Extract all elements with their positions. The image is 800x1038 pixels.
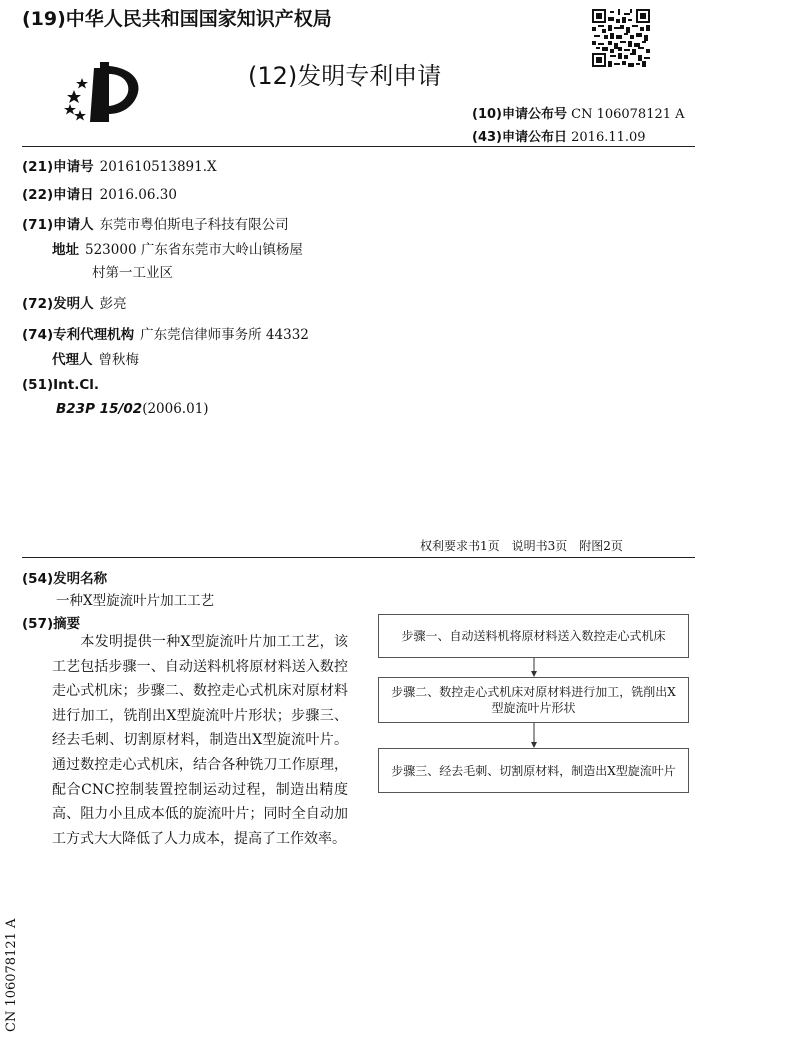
flow-arrow-1 — [528, 658, 540, 678]
address-line-1: 523000 广东省东莞市大岭山镇杨屋 — [85, 242, 303, 258]
application-date-row — [22, 183, 177, 203]
publication-number-label: (10)申请公布号 — [472, 107, 567, 122]
agency: 广东莞信律师事务所 44332 — [140, 327, 309, 343]
application-number-row — [22, 155, 217, 175]
invention-title-label: (54)发明名称 — [22, 571, 108, 587]
flow-arrow-2 — [528, 723, 540, 749]
cnipa-logo — [60, 58, 150, 128]
agency-row — [22, 323, 309, 343]
flow-step-3: 步骤三、经去毛刺、切割原材料，制造出X型旋流叶片 — [378, 748, 689, 793]
ipc-row — [56, 401, 209, 417]
application-number: 201610513891.X — [99, 159, 217, 175]
application-date: 2016.06.30 — [99, 187, 177, 203]
invention-title: 一种X型旋流叶片加工工艺 — [56, 593, 215, 609]
abstract-text: 本发明提供一种X型旋流叶片加工工艺，该工艺包括步骤一、自动送料机将原材料送入数控走心式机床；步骤二、数控走心式机床对原材料进行加工，铣削出X型旋流叶片形状；步骤三、经去毛刺、切割原材料，制造出X型旋流叶片。通过数控走心式机床，结合各种铣刀工作原理，配合CNC控制装置控制运动过程，制造出精度高、阻力小且成本低的旋流叶片；同时全自动加工方式大大降低了人力成本，提高了工作效率。 — [52, 634, 348, 847]
qr-code — [592, 9, 650, 67]
agent-row — [52, 348, 139, 368]
address-label: 地址 — [52, 242, 79, 258]
applicant-row — [22, 213, 289, 233]
publication-date-label: (43)申请公布日 — [472, 130, 567, 145]
inventor-label: (72)发明人 — [22, 296, 94, 312]
header-divider — [22, 146, 695, 147]
inventor: 彭亮 — [99, 296, 127, 312]
flow-step-2: 步骤二、数控走心式机床对原材料进行加工，铣削出X型旋流叶片形状 — [378, 677, 689, 723]
agent-label: 代理人 — [52, 352, 93, 368]
flow-step-1: 步骤一、自动送料机将原材料送入数控走心式机床 — [378, 614, 689, 658]
publication-date-row — [472, 126, 646, 145]
address-line-2: 村第一工业区 — [92, 265, 173, 281]
publication-date: 2016.11.09 — [571, 130, 646, 145]
side-publication-code: CN 106078121 A — [4, 918, 19, 1032]
address-row — [52, 238, 303, 258]
abstract-label: (57)摘要 — [22, 616, 81, 632]
ipc-version: (2006.01) — [142, 401, 209, 417]
description-pages: 说明书3页 — [511, 539, 568, 553]
page-counts — [420, 537, 635, 554]
ipc-code: B23P 15/02 — [56, 401, 143, 417]
applicant-label: (71)申请人 — [22, 217, 94, 233]
claims-pages: 权利要求书1页 — [420, 539, 500, 553]
application-number-label: (21)申请号 — [22, 159, 94, 175]
drawings-pages: 附图2页 — [579, 539, 623, 553]
agent: 曾秋梅 — [98, 352, 139, 368]
inventor-row — [22, 292, 127, 312]
publication-number-row — [472, 103, 685, 122]
applicant: 东莞市粤伯斯电子科技有限公司 — [99, 217, 289, 233]
publication-number: CN 106078121 A — [571, 107, 685, 122]
application-date-label: (22)申请日 — [22, 187, 94, 203]
document-type: (12)发明专利申请 — [248, 62, 442, 90]
section-divider — [22, 557, 695, 558]
ipc-label: (51)Int.Cl. — [22, 377, 100, 393]
office-name: (19)中华人民共和国国家知识产权局 — [22, 8, 332, 30]
agency-label: (74)专利代理机构 — [22, 327, 135, 343]
